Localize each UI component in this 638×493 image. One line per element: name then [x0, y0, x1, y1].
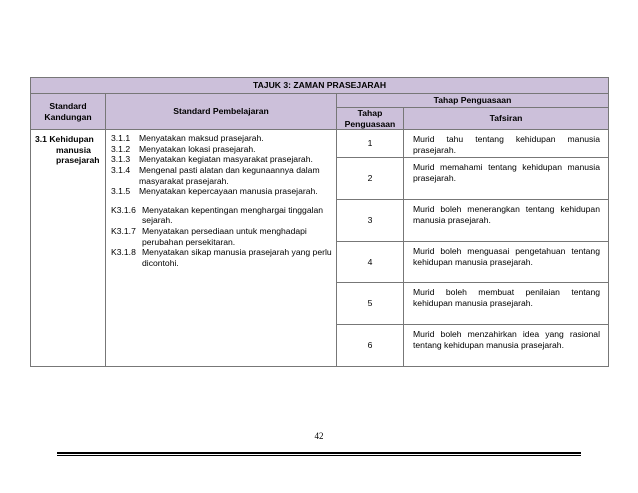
tafsiran-text: Murid boleh membuat penilaian tentang kehidupan manusia prasejarah.	[404, 283, 609, 325]
kemahiran-item	[111, 226, 332, 247]
kemahiran-item	[111, 205, 332, 226]
pembelajaran-text: Menyatakan maksud prasejarah.	[139, 133, 264, 144]
pembelajaran-code: 3.1.3	[111, 154, 131, 165]
kandungan-line2: manusia	[56, 144, 91, 155]
tahap-level: 3	[337, 200, 404, 242]
pembelajaran-code: 3.1.5	[111, 186, 131, 197]
header-tahap-penguasaan: Tahap Penguasaan	[337, 94, 609, 108]
tahap-level: 4	[337, 242, 404, 283]
tahap-level: 6	[337, 325, 404, 367]
kemahiran-code: K3.1.7	[111, 225, 136, 236]
tafsiran-text: Murid boleh menguasai pengetahuan tentang kehidupan manusia prasejarah.	[404, 242, 609, 283]
footer-rule-thin	[57, 455, 581, 456]
kemahiran-code: K3.1.8	[111, 247, 136, 258]
kemahiran-item	[111, 247, 332, 268]
pembelajaran-text: Mengenal pasti alatan dan kegunaannya dalam masyarakat prasejarah.	[139, 164, 320, 186]
tafsiran-text: Murid boleh menerangkan tentang kehidupan manusia prasejarah.	[404, 200, 609, 242]
pembelajaran-code: 3.1.2	[111, 143, 131, 154]
tahap-level: 2	[337, 158, 404, 200]
kandungan-code: 3.1	[35, 134, 47, 145]
tafsiran-text: Murid tahu tentang kehidupan manusia prasejarah.	[404, 130, 609, 158]
tafsiran-text: Murid memahami tentang kehidupan manusia prasejarah.	[404, 158, 609, 200]
standard-kandungan-cell	[31, 130, 106, 367]
pembelajaran-item	[111, 154, 332, 165]
table-title: TAJUK 3: ZAMAN PRASEJARAH	[31, 78, 609, 94]
footer-rule	[57, 452, 581, 454]
curriculum-table	[30, 77, 609, 367]
pembelajaran-item	[111, 165, 332, 186]
pembelajaran-item	[111, 144, 332, 155]
tahap-level: 1	[337, 130, 404, 158]
kemahiran-text: Menyatakan persediaan untuk menghadapi perubahan persekitaran.	[142, 225, 307, 247]
pembelajaran-text: Menyatakan kegiatan masyarakat prasejarah.	[139, 154, 313, 165]
pembelajaran-item	[111, 133, 332, 144]
tahap-level: 5	[337, 283, 404, 325]
kandungan-line1: Kehidupan	[49, 134, 94, 145]
kemahiran-code: K3.1.6	[111, 204, 136, 215]
kemahiran-text: Menyatakan sikap manusia prasejarah yang perlu dicontohi.	[142, 247, 332, 268]
pembelajaran-item	[111, 186, 332, 197]
pembelajaran-text: Menyatakan kepercayaan manusia prasejarah.	[139, 186, 318, 197]
header-tahap: Tahap Penguasaan	[337, 108, 404, 130]
page-number: 42	[314, 431, 324, 441]
pembelajaran-code: 3.1.4	[111, 164, 131, 175]
standard-pembelajaran-cell	[106, 130, 337, 367]
pembelajaran-code: 3.1.1	[111, 133, 131, 144]
header-tafsiran: Tafsiran	[404, 108, 609, 130]
kemahiran-text: Menyatakan kepentingan menghargai tinggalan sejarah.	[142, 204, 324, 226]
header-standard-kandungan: Standard Kandungan	[31, 94, 106, 130]
tafsiran-text: Murid boleh menzahirkan idea yang rasional tentang kehidupan manusia prasejarah.	[404, 325, 609, 367]
pembelajaran-text: Menyatakan lokasi prasejarah.	[139, 143, 256, 154]
kandungan-line3: prasejarah	[56, 155, 100, 166]
header-standard-pembelajaran: Standard Pembelajaran	[106, 94, 337, 130]
